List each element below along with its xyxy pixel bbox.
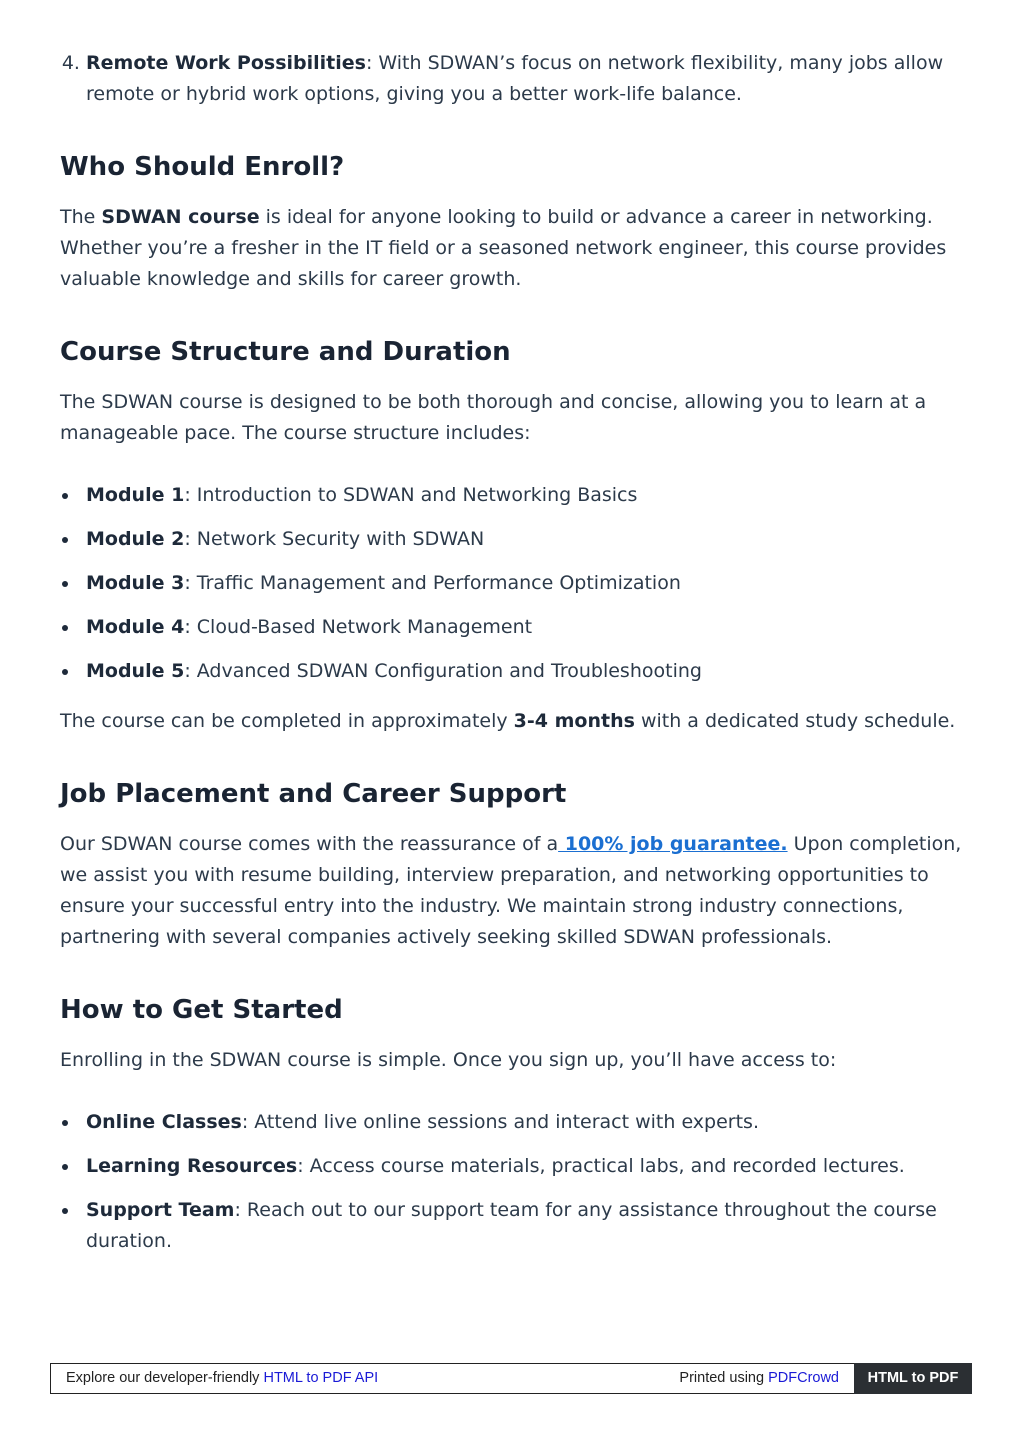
html-to-pdf-api-link[interactable]: HTML to PDF API [263, 1370, 379, 1386]
course-structure-intro: The SDWAN course is designed to be both thorough and concise, allowing you to learn at a manageable pace. The course structure includes: [60, 391, 927, 444]
heading-who-should-enroll: Who Should Enroll? [60, 152, 345, 182]
access-text: : Reach out to our support team for any assistance throughout the course duration. [86, 1199, 937, 1252]
heading-course-structure: Course Structure and Duration [60, 337, 511, 367]
module-label: Module 4 [86, 616, 185, 638]
module-label: Module 3 [86, 572, 185, 594]
who-should-enroll-paragraph [60, 202, 970, 295]
bullet-icon [62, 493, 68, 499]
access-label: Online Classes [86, 1111, 242, 1133]
job-guarantee-link[interactable]: 100% job guarantee. [558, 833, 788, 855]
module-label: Module 2 [86, 528, 185, 550]
module-text: : Network Security with SDWAN [184, 528, 485, 550]
bullet-icon [62, 669, 68, 675]
access-text: : Access course materials, practical labs, and recorded lectures. [297, 1155, 905, 1177]
list-item [60, 480, 970, 511]
document-body [60, 48, 970, 1257]
module-text: : Traffic Management and Performance Optimization [184, 572, 681, 594]
footer-left [66, 1370, 378, 1386]
list-item [60, 1195, 970, 1257]
pdfcrowd-footer [50, 1363, 972, 1394]
footer-right [679, 1370, 839, 1386]
footer-right-text: Printed using [679, 1370, 769, 1386]
get-started-intro: Enrolling in the SDWAN course is simple. Once you sign up, you’ll have access to: [60, 1049, 837, 1071]
duration-paragraph [60, 706, 970, 737]
bullet-icon [62, 1120, 68, 1126]
module-text: : Cloud-Based Network Management [184, 616, 533, 638]
job-placement-suffix: Upon completion, we assist you with resume building, interview preparation, and networking opportunities to ensure your successful entry into the industry. We maintain strong industry connections, partnering with several companies actively seeking skilled SDWAN professionals. [60, 833, 962, 948]
intro-prefix: The [60, 206, 102, 228]
list-item [60, 524, 970, 555]
list-item [60, 1107, 970, 1138]
access-label: Support Team [86, 1199, 235, 1221]
module-text: : Advanced SDWAN Configuration and Troubleshooting [184, 660, 702, 682]
bullet-icon [62, 625, 68, 631]
intro-rest: is ideal for anyone looking to build or advance a career in networking. Whether you’re a fresher in the IT field or a seasoned network engineer, this course provides valuable knowledge and skills for career growth. [60, 206, 947, 290]
access-text: : Attend live online sessions and interact with experts. [241, 1111, 759, 1133]
bullet-icon [62, 537, 68, 543]
module-label: Module 1 [86, 484, 185, 506]
duration-bold: 3-4 months [513, 710, 635, 732]
remote-work-title: Remote Work Possibilities [86, 52, 366, 74]
heading-job-placement: Job Placement and Career Support [60, 779, 567, 809]
benefits-list [60, 48, 970, 110]
list-item [60, 1151, 970, 1182]
module-list [60, 480, 970, 687]
duration-prefix: The course can be completed in approximately [60, 710, 514, 732]
remote-work-text: : With SDWAN’s focus on network flexibility, many jobs allow remote or hybrid work options, giving you a better work-life balance. [86, 52, 944, 105]
list-item [60, 568, 970, 599]
sdwan-course-bold: SDWAN course [101, 206, 260, 228]
access-list [60, 1107, 970, 1257]
footer-left-text: Explore our developer-friendly [66, 1370, 264, 1386]
module-text: : Introduction to SDWAN and Networking Basics [184, 484, 638, 506]
bullet-icon [62, 581, 68, 587]
list-item [60, 656, 970, 687]
heading-get-started: How to Get Started [60, 995, 343, 1025]
list-item [60, 612, 970, 643]
bullet-icon [62, 1208, 68, 1214]
html-to-pdf-badge[interactable]: HTML to PDF [854, 1363, 972, 1394]
access-label: Learning Resources [86, 1155, 298, 1177]
duration-suffix: with a dedicated study schedule. [634, 710, 956, 732]
module-label: Module 5 [86, 660, 185, 682]
job-placement-prefix: Our SDWAN course comes with the reassurance of a [60, 833, 559, 855]
list-item-remote-work [86, 48, 970, 110]
bullet-icon [62, 1164, 68, 1170]
job-placement-paragraph [60, 829, 970, 953]
pdfcrowd-link[interactable]: PDFCrowd [768, 1370, 839, 1386]
